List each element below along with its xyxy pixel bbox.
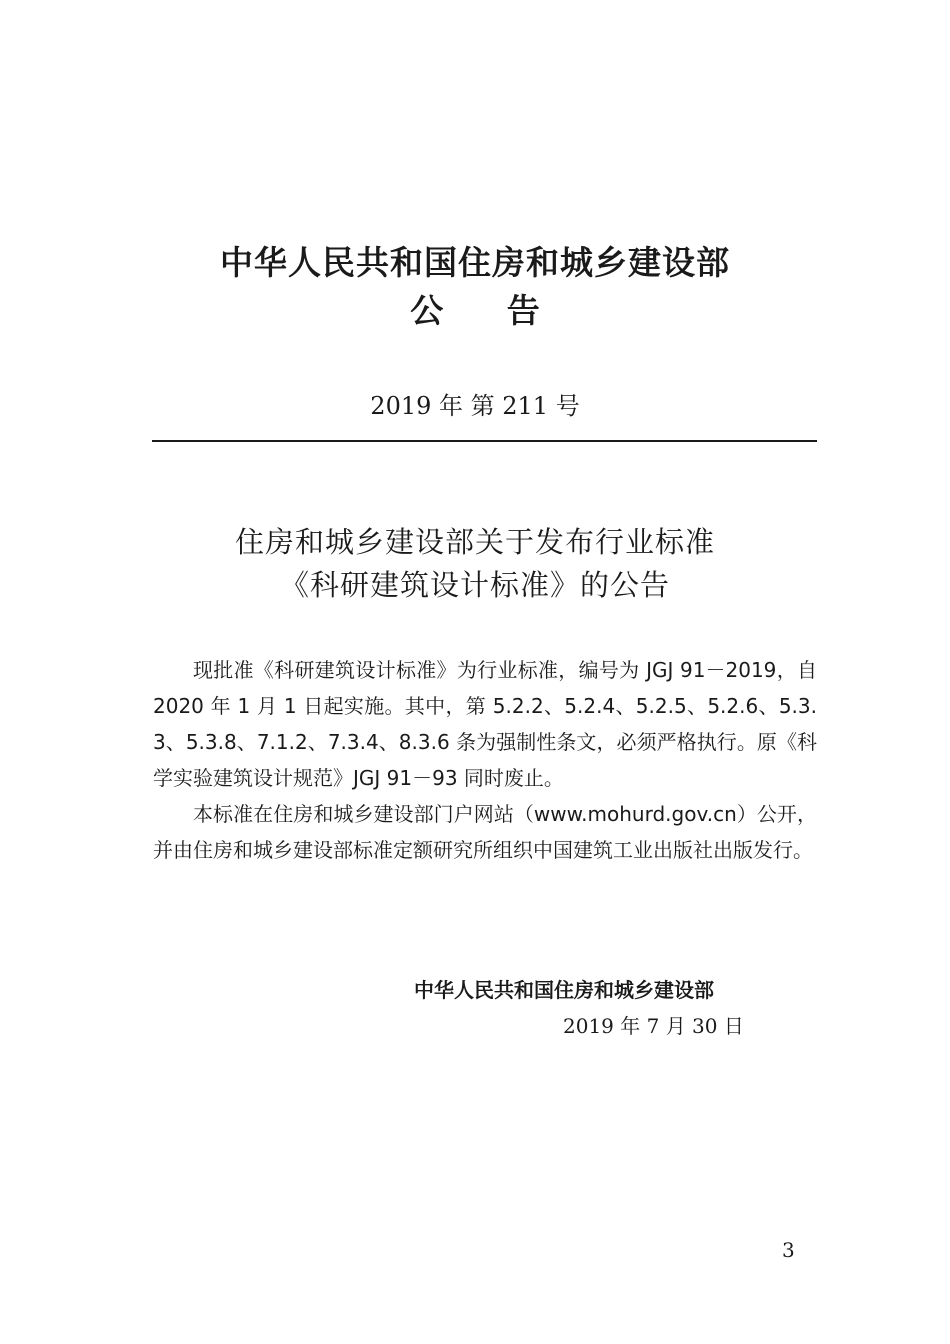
page-number: 3 <box>782 1238 795 1262</box>
body-paragraph-1: 现批准《科研建筑设计标准》为行业标准，编号为 JGJ 91－2019，自 2020 年 1 月 1 日起实施。其中，第 5.2.2、5.2.4、5.2.5、5.2.6、5.3.3、5.3.8、7.1.2、7.3.4、8.3.6 条为强制性条文，必须严格执行。原《科学实验建筑设计规范》JGJ 91－93 同时废止。 <box>153 658 817 790</box>
issue-number: 2019 年 第 211 号 <box>370 392 580 420</box>
signature-date: 2019 年 7 月 30 日 <box>563 1014 744 1038</box>
header-divider <box>152 440 817 442</box>
announcement-title-line-2: 《科研建筑设计标准》的公告 <box>279 568 670 602</box>
issuer-heading: 中华人民共和国住房和城乡建设部 <box>220 243 730 282</box>
body-paragraph-2: 本标准在住房和城乡建设部门户网站（www.mohurd.gov.cn）公开，并由住房和城乡建设部标准定额研究所组织中国建筑工业出版社出版发行。 <box>153 802 817 862</box>
announcement-body <box>153 652 817 868</box>
signature-organization: 中华人民共和国住房和城乡建设部 <box>414 978 714 1002</box>
document-kind-heading: 公 告 <box>410 291 540 330</box>
announcement-title-line-1: 住房和城乡建设部关于发布行业标准 <box>234 525 715 559</box>
